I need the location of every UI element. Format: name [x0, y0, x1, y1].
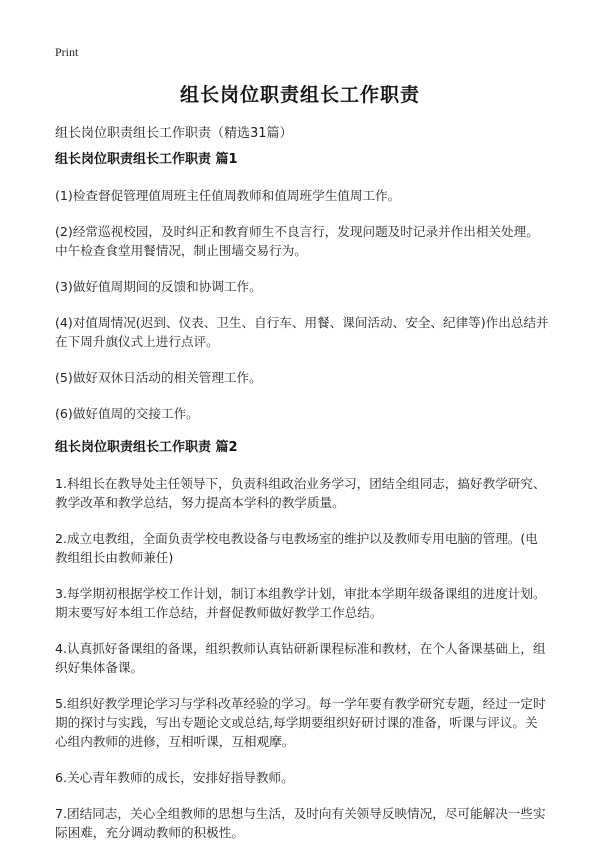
- section-1: [55, 152, 550, 423]
- page-title: 组长岗位职责组长工作职责: [179, 84, 420, 106]
- section-2: [55, 440, 550, 842]
- section-heading: 组长岗位职责组长工作职责 篇2: [55, 440, 238, 455]
- section-heading: 组长岗位职责组长工作职责 篇1: [55, 152, 238, 167]
- paragraph: 7.团结同志，关心全组教师的思想与生活，及时向有关领导反映情况，尽可能解决一些实际困难，充分调动教师的积极性。: [55, 806, 546, 840]
- document-subtitle: 组长岗位职责组长工作职责（精选31篇）: [55, 126, 293, 141]
- paragraph: (4)对值周情况(迟到、仪表、卫生、自行车、用餐、课间活动、安全、纪律等)作出总结并在下周升旗仪式上进行点评。: [55, 315, 549, 349]
- paragraph: (6)做好值周的交接工作。: [55, 406, 199, 421]
- paragraph: 6.关心青年教师的成长，安排好指导教师。: [55, 770, 294, 785]
- paragraph: (5)做好双休日活动的相关管理工作。: [55, 370, 262, 385]
- paragraph: (2)经常巡视校园，及时纠正和教育师生不良言行，发现问题及时记录并作出相关处理。中午检查食堂用餐情况，制止围墙交易行为。: [55, 224, 539, 258]
- paragraph: 2.成立电教组，全面负责学校电教设备与电教场室的维护以及教师专用电脑的管理。(电教组组长由教师兼任): [55, 531, 538, 565]
- paragraph: 5.组织好教学理论学习与学科改革经验的学习。每一学年要有教学研究专题，经过一定时期的探讨与实践，写出专题论文或总结,每学期要组织好研讨课的准备，听课与评议。关心组内教师的进修，互相听课，互相观摩。: [55, 696, 546, 749]
- paragraph: 3.每学期初根据学校工作计划，制订本组教学计划，审批本学期年级备课组的进度计划。期末要写好本组工作总结，并督促教师做好教学工作总结。: [55, 586, 546, 620]
- document-content: [55, 152, 550, 859]
- paragraph: 4.认真抓好备课组的备课，组织教师认真钻研新课程标准和教材，在个人备课基础上，组织好集体备课。: [55, 641, 546, 675]
- paragraph: (1)检查督促管理值周班主任值周教师和值周班学生值周工作。: [55, 188, 401, 203]
- paragraph: (3)做好值周期间的反馈和协调工作。: [55, 279, 262, 294]
- print-label: Print: [55, 45, 79, 59]
- paragraph: 1.科组长在教导处主任领导下，负责科组政治业务学习，团结全组同志，搞好教学研究、教学改革和教学总结，努力提高本学科的教学质量。: [55, 476, 546, 510]
